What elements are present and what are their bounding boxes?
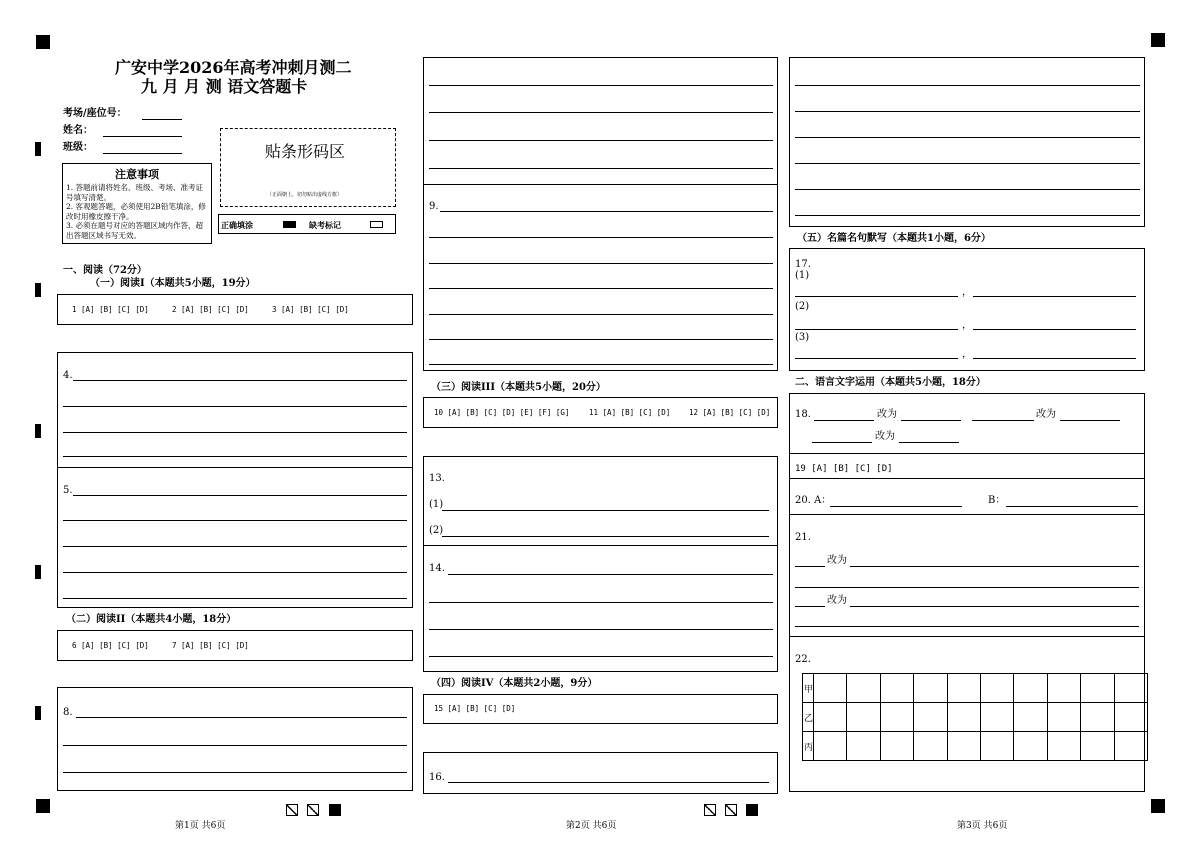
row-label-bing: 丙: [804, 743, 814, 753]
answer-line[interactable]: [795, 296, 958, 297]
notice-body: [63, 182, 211, 241]
answer-line[interactable]: [814, 420, 874, 421]
absent-label: 缺考标记: [309, 220, 341, 230]
comma: ，: [962, 320, 972, 331]
change-to-label: 改为: [827, 555, 847, 566]
writing-grid-cell[interactable]: [1114, 673, 1148, 703]
q18-number: 18.: [795, 409, 811, 420]
page-number-3: 第3页 共6页: [957, 821, 1008, 831]
answer-line[interactable]: [795, 111, 1140, 112]
section-reading2: （二）阅读II（本题共4小题，18分）: [66, 614, 237, 625]
answer-line[interactable]: [1006, 506, 1138, 507]
q8-number: 8.: [63, 707, 73, 718]
alignment-mark-top-right: [1151, 33, 1165, 47]
writing-grid-cell[interactable]: [880, 673, 914, 703]
side-mark: [35, 142, 41, 156]
q21-number: 21.: [795, 532, 811, 543]
section-reading1: （一）阅读I（本题共5小题，19分）: [90, 278, 256, 289]
writing-grid-cell[interactable]: [1114, 731, 1148, 761]
answer-line[interactable]: [63, 406, 407, 407]
alignment-mark-bottom-right: [1151, 799, 1165, 813]
side-mark: [35, 424, 41, 438]
answer-line[interactable]: [442, 510, 769, 511]
page-mark-solid: [746, 804, 758, 816]
q13-part2: (2): [429, 525, 444, 536]
question-divider: [58, 467, 412, 468]
correct-fill-sample: [283, 221, 296, 228]
answer-line[interactable]: [429, 168, 773, 169]
answer-line[interactable]: [73, 380, 407, 381]
notice-box: [62, 163, 212, 244]
absent-mark-box[interactable]: [370, 221, 383, 228]
choice-box-10-12: [423, 397, 778, 428]
writing-grid-cell[interactable]: [846, 731, 880, 761]
answer-line[interactable]: [429, 314, 773, 315]
answer-line[interactable]: [63, 432, 407, 433]
answer-line[interactable]: [795, 358, 958, 359]
change-to-label: 改为: [875, 431, 895, 442]
notice-item: 1. 答题前请将姓名、班级、考场、准考证号填写清楚。: [66, 183, 204, 202]
barcode-note: （正面朝上，切勿贴出虚线方框）: [267, 192, 343, 198]
answer-line[interactable]: [795, 215, 1140, 216]
choice-q3[interactable]: 3 [A] [B] [C] [D]: [272, 305, 349, 314]
choice-box-1-3: [57, 294, 413, 325]
answer-line[interactable]: [429, 288, 773, 289]
writing-grid-cell[interactable]: [980, 673, 1014, 703]
answer-line[interactable]: [795, 587, 1139, 588]
writing-grid-cell[interactable]: [813, 673, 847, 703]
question-divider: [790, 453, 1144, 454]
class-label: 班级：: [63, 142, 93, 153]
name-field[interactable]: [103, 136, 182, 137]
correct-fill-label: 正确填涂: [221, 220, 253, 230]
writing-grid-cell[interactable]: [980, 731, 1014, 761]
writing-grid-cell[interactable]: [913, 673, 947, 703]
answer-line[interactable]: [973, 358, 1136, 359]
answer-line[interactable]: [429, 85, 773, 86]
answer-line[interactable]: [795, 626, 1139, 627]
answer-line[interactable]: [63, 546, 407, 547]
answer-box-q9: [423, 57, 778, 371]
q4-number: 4.: [63, 370, 73, 381]
seat-field[interactable]: [142, 119, 182, 120]
exam-subtitle: 九 月 月 测 语文答题卡: [141, 77, 308, 96]
writing-grid-cell[interactable]: [913, 731, 947, 761]
answer-line[interactable]: [795, 606, 825, 607]
answer-line[interactable]: [795, 85, 1140, 86]
answer-line[interactable]: [63, 598, 407, 599]
page-number-1: 第1页 共6页: [175, 821, 226, 831]
question-divider: [790, 478, 1144, 479]
question-divider: [790, 514, 1144, 515]
barcode-area: [220, 128, 396, 207]
row-label-yi: 乙: [804, 714, 814, 724]
answer-line[interactable]: [972, 420, 1034, 421]
q22-grid: [802, 673, 1147, 761]
answer-line[interactable]: [830, 506, 962, 507]
section-language: 二、语言文字运用（本题共5小题，18分）: [795, 377, 986, 388]
answer-line[interactable]: [850, 606, 1139, 607]
change-to-label: 改为: [1036, 409, 1056, 420]
side-mark: [35, 283, 41, 297]
page-mark-hatched: [704, 804, 716, 816]
q17-part2: (2): [795, 301, 810, 312]
writing-grid-cell[interactable]: [1013, 702, 1047, 732]
comma: ，: [962, 349, 972, 360]
writing-grid-cell[interactable]: [947, 731, 981, 761]
alignment-mark-top-left: [36, 35, 50, 49]
answer-line[interactable]: [63, 520, 407, 521]
exam-title: 广安中学2026年高考冲刺月测二: [115, 58, 352, 77]
question-divider: [424, 184, 777, 185]
writing-grid-cell[interactable]: [980, 702, 1014, 732]
notice-title: 注意事项: [115, 168, 159, 181]
choice-q2[interactable]: 2 [A] [B] [C] [D]: [172, 305, 249, 314]
answer-box-q4-q5: [57, 352, 413, 608]
answer-line[interactable]: [899, 442, 959, 443]
writing-grid-cell[interactable]: [913, 702, 947, 732]
page-mark-hatched: [286, 804, 298, 816]
choice-q10[interactable]: 10 [A] [B] [C] [D] [E] [F] [G]: [434, 408, 570, 417]
comma: ，: [962, 287, 972, 298]
answer-line[interactable]: [795, 329, 958, 330]
notice-item: 3. 必须在题号对应的答题区域内作答，超出答题区域书写无效。: [66, 221, 204, 240]
choice-q15[interactable]: 15 [A] [B] [C] [D]: [434, 704, 516, 713]
writing-grid-cell[interactable]: [880, 731, 914, 761]
answer-line[interactable]: [795, 189, 1140, 190]
answer-line[interactable]: [429, 263, 773, 264]
section-reading: 一、阅读（72分）: [63, 265, 147, 276]
writing-grid-cell[interactable]: [947, 673, 981, 703]
answer-line[interactable]: [1060, 420, 1120, 421]
choice-q6[interactable]: 6 [A] [B] [C] [D]: [72, 641, 149, 650]
answer-line[interactable]: [973, 296, 1136, 297]
writing-grid-cell[interactable]: [846, 673, 880, 703]
name-label: 姓名：: [63, 125, 93, 136]
section-reading3: （三）阅读III（本题共5小题，20分）: [431, 382, 606, 393]
writing-grid-cell[interactable]: [1013, 731, 1047, 761]
choice-box-15: [423, 694, 778, 724]
writing-grid-cell[interactable]: [947, 702, 981, 732]
answer-line[interactable]: [429, 364, 773, 365]
alignment-mark-bottom-left: [36, 799, 50, 813]
answer-box-q16: [423, 752, 778, 794]
answer-line[interactable]: [76, 717, 407, 718]
choice-q11[interactable]: 11 [A] [B] [C] [D]: [589, 408, 671, 417]
answer-line[interactable]: [63, 572, 407, 573]
choice-q12[interactable]: 12 [A] [B] [C] [D]: [689, 408, 771, 417]
answer-line[interactable]: [429, 112, 773, 113]
q20-label-a: 20. A：: [795, 495, 832, 506]
choice-q19[interactable]: 19 [A] [B] [C] [D]: [795, 464, 893, 474]
answer-line[interactable]: [850, 566, 1139, 567]
choice-q1[interactable]: 1 [A] [B] [C] [D]: [72, 305, 149, 314]
answer-line[interactable]: [429, 237, 773, 238]
answer-box-q8: [57, 687, 413, 791]
answer-line[interactable]: [973, 329, 1136, 330]
q17-part1: (1): [795, 270, 810, 281]
writing-grid-cell[interactable]: [1047, 731, 1081, 761]
q22-number: 22.: [795, 654, 811, 665]
answer-line[interactable]: [448, 782, 769, 783]
q17-part3: (3): [795, 332, 810, 343]
writing-grid-cell[interactable]: [880, 702, 914, 732]
answer-line[interactable]: [429, 140, 773, 141]
page-number-2: 第2页 共6页: [566, 821, 617, 831]
answer-line[interactable]: [73, 495, 407, 496]
answer-line[interactable]: [795, 566, 825, 567]
answer-line[interactable]: [812, 442, 872, 443]
page-mark-hatched: [725, 804, 737, 816]
q20-label-b: B：: [988, 495, 1006, 506]
answer-line[interactable]: [429, 656, 773, 657]
writing-grid-cell[interactable]: [1047, 702, 1081, 732]
answer-line[interactable]: [429, 629, 773, 630]
q14-number: 14.: [429, 563, 445, 574]
seat-label: 考场/座位号：: [63, 108, 127, 119]
side-mark: [35, 706, 41, 720]
writing-grid-cell[interactable]: [813, 731, 847, 761]
barcode-title: 贴条形码区: [265, 142, 346, 161]
q9-number: 9.: [429, 201, 439, 212]
change-to-label: 改为: [827, 595, 847, 606]
fill-legend: [218, 214, 396, 234]
writing-grid-cell[interactable]: [1080, 731, 1114, 761]
change-to-label: 改为: [877, 409, 897, 420]
writing-grid-cell[interactable]: [1013, 673, 1047, 703]
row-label-jia: 甲: [804, 685, 814, 695]
answer-line[interactable]: [63, 772, 407, 773]
answer-line[interactable]: [442, 536, 769, 537]
answer-line[interactable]: [448, 574, 773, 575]
question-divider: [790, 636, 1144, 637]
answer-line[interactable]: [63, 745, 407, 746]
question-divider: [424, 545, 777, 546]
section-recite: （五）名篇名句默写（本题共1小题，6分）: [797, 233, 991, 244]
answer-line[interactable]: [901, 420, 961, 421]
answer-line[interactable]: [63, 456, 407, 457]
answer-box-q17: [789, 248, 1145, 371]
answer-line[interactable]: [429, 339, 773, 340]
page-mark-solid: [329, 804, 341, 816]
answer-line[interactable]: [440, 211, 773, 212]
page-mark-hatched: [307, 804, 319, 816]
q13-number: 13.: [429, 473, 445, 484]
class-field[interactable]: [103, 153, 182, 154]
choice-box-6-7: [57, 630, 413, 661]
q13-part1: (1): [429, 499, 444, 510]
writing-grid-cell[interactable]: [846, 702, 880, 732]
q16-number: 16.: [429, 772, 445, 783]
writing-grid-cell[interactable]: [813, 702, 847, 732]
answer-line[interactable]: [795, 137, 1140, 138]
writing-grid-cell[interactable]: [1080, 673, 1114, 703]
notice-item: 2. 客观题答题，必须使用2B铅笔填涂，修改时用橡皮擦干净。: [66, 202, 206, 221]
q5-number: 5.: [63, 485, 73, 496]
writing-grid-cell[interactable]: [1114, 702, 1148, 732]
choice-q7[interactable]: 7 [A] [B] [C] [D]: [172, 641, 249, 650]
answer-line[interactable]: [795, 163, 1140, 164]
writing-grid-cell[interactable]: [1047, 673, 1081, 703]
section-reading4: （四）阅读IV（本题共2小题，9分）: [431, 678, 598, 689]
q17-number: 17.: [795, 259, 811, 270]
answer-box-continued: [789, 57, 1145, 227]
writing-grid-cell[interactable]: [1080, 702, 1114, 732]
side-mark: [35, 565, 41, 579]
answer-box-q13-q14: [423, 456, 778, 672]
answer-line[interactable]: [429, 602, 773, 603]
